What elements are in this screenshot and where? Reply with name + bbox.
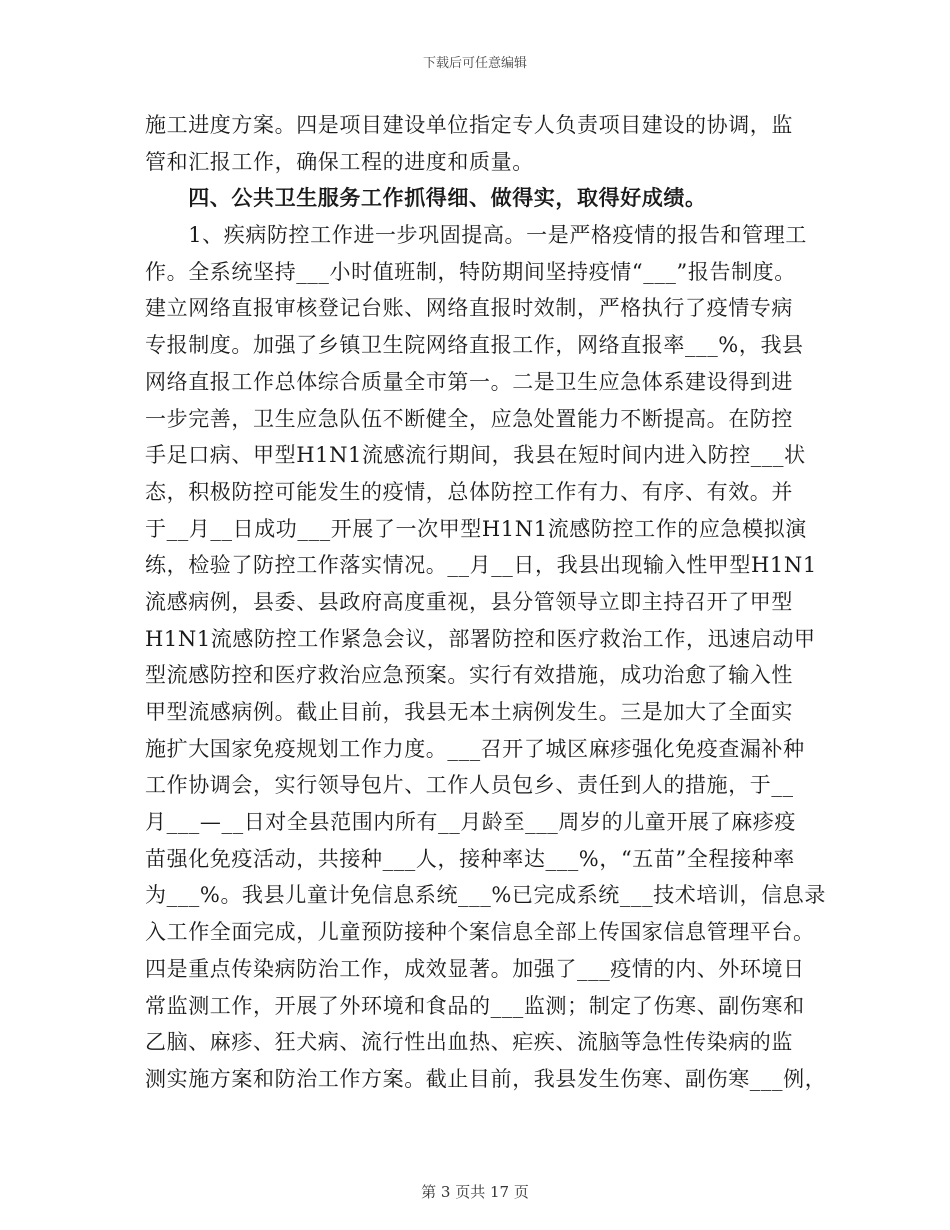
body-line: 月___—__日对全县范围内所有__月龄至___周岁的儿童开展了麻疹疫 bbox=[145, 810, 796, 835]
body-line: 管和汇报工作，确保工程的进度和质量。 bbox=[145, 149, 534, 174]
body-line: 练，检验了防控工作落实情况。__月__日，我县出现输入性甲型H1N1 bbox=[145, 553, 817, 578]
body-line: 于__月__日成功___开展了一次甲型H1N1流感防控工作的应急模拟演 bbox=[145, 516, 807, 541]
body-line: 手足口病、甲型H1N1流感流行期间，我县在短时间内进入防控___状 bbox=[145, 443, 806, 468]
body-line: 常监测工作，开展了外环境和食品的___监测；制定了伤寒、副伤寒和 bbox=[145, 993, 805, 1018]
body-line: 1、疾病防控工作进一步巩固提高。一是严格疫情的报告和管理工 bbox=[145, 223, 807, 248]
body-line: 建立网络直报审核登记台账、网络直报时效制，严格执行了疫情专病 bbox=[145, 296, 793, 321]
page-header-note: 下载后可任意编辑 bbox=[422, 56, 527, 71]
body-line: 四是重点传染病防治工作，成效显著。加强了___疫情的内、外环境日 bbox=[145, 956, 805, 981]
document-body bbox=[145, 107, 827, 1098]
body-line: 态，积极防控可能发生的疫情，总体防控工作有力、有序、有效。并 bbox=[145, 479, 793, 504]
body-line: 作。全系统坚持___小时值班制，特防期间坚持疫情“___”报告制度。 bbox=[145, 259, 796, 284]
body-line: 专报制度。加强了乡镇卫生院网络直报工作，网络直报率___%，我县 bbox=[145, 333, 804, 358]
body-line: 乙脑、麻疹、狂犬病、流行性出血热、疟疾、流脑等急性传染病的监 bbox=[145, 1030, 793, 1055]
body-line: 入工作全面完成，儿童预防接种个案信息全部上传国家信息管理平台。 bbox=[145, 920, 815, 945]
body-line: 网络直报工作总体综合质量全市第一。二是卫生应急体系建设得到进 bbox=[145, 369, 793, 394]
body-line: 甲型流感病例。截止目前，我县无本土病例发生。三是加大了全面实 bbox=[145, 700, 793, 724]
body-line: 型流感防控和医疗救治应急预案。实行有效措施，成功治愈了输入性 bbox=[145, 663, 793, 688]
body-line: 一步完善，卫生应急队伍不断健全，应急处置能力不断提高。在防控 bbox=[145, 406, 793, 431]
body-line: 为___%。我县儿童计免信息系统___%已完成系统___技术培训，信息录 bbox=[145, 883, 827, 908]
body-line: 工作协调会，实行领导包片、工作人员包乡、责任到人的措施，于__ bbox=[145, 773, 794, 798]
body-line: 流感病例，县委、县政府高度重视，县分管领导立即主持召开了甲型 bbox=[145, 589, 793, 614]
body-line: 测实施方案和防治工作方案。截止目前，我县发生伤寒、副伤寒___例， bbox=[145, 1066, 827, 1091]
body-line: 施扩大国家免疫规划工作力度。___召开了城区麻疹强化免疫查漏补种 bbox=[145, 736, 805, 761]
body-line: H1N1流感防控工作紧急会议，部署防控和医疗救治工作，迅速启动甲 bbox=[145, 626, 816, 651]
body-line: 施工进度方案。四是项目建设单位指定专人负责项目建设的协调，监 bbox=[145, 113, 793, 137]
page-number: 第 3 页共 17 页 bbox=[421, 1183, 529, 1201]
body-line: 苗强化免疫活动，共接种___人，接种率达___%，“五苗”全程接种率 bbox=[145, 846, 795, 871]
section-heading: 四、公共卫生服务工作抓得细、做得实，取得好成绩。 bbox=[145, 185, 707, 211]
